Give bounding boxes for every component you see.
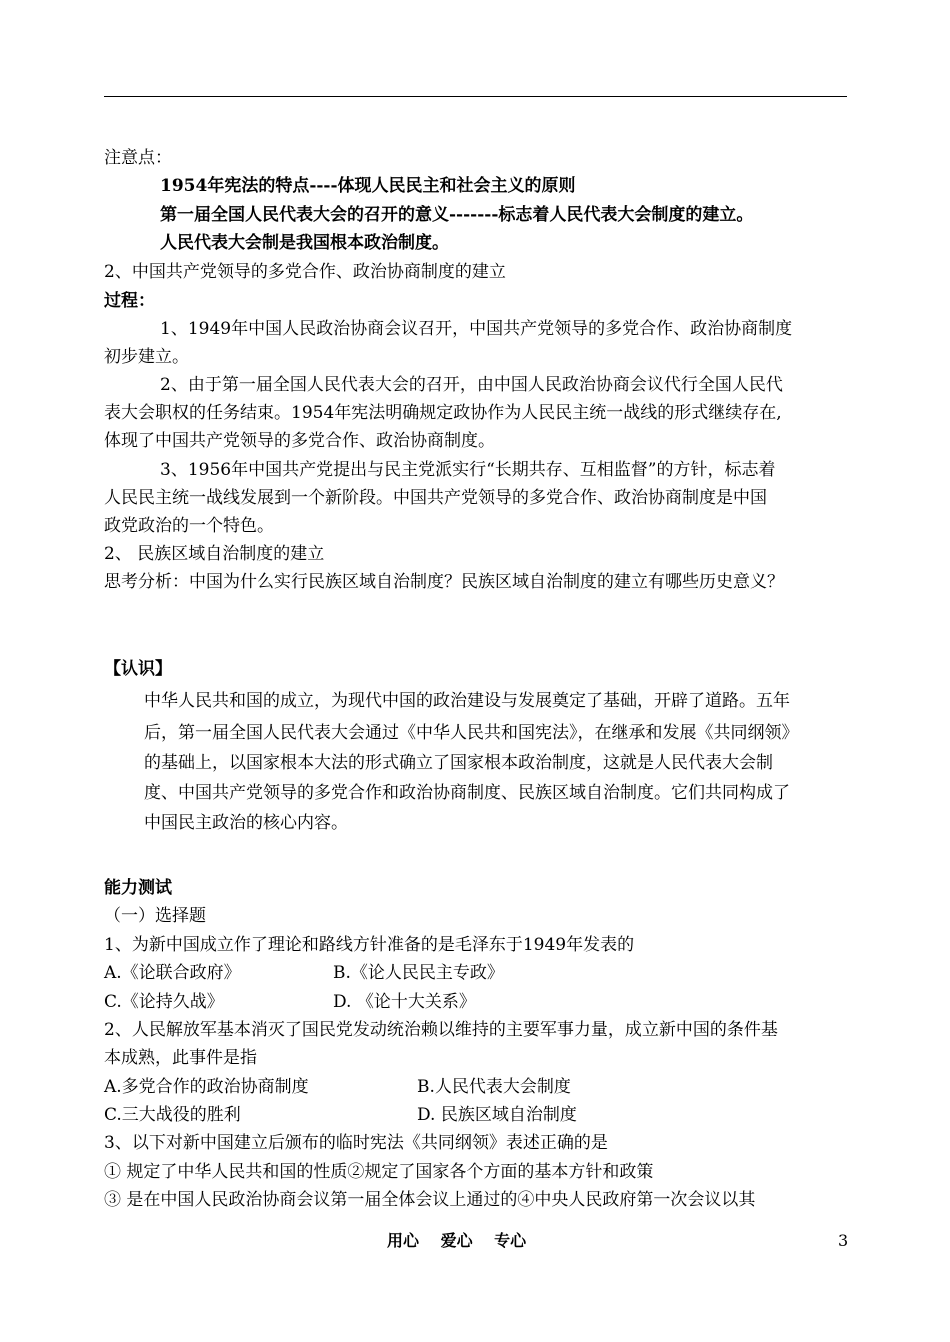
q3-line-2: ③ 是在中国人民政治协商会议第一届全体会议上通过的④中央人民政府第一次会议以其 — [104, 1190, 756, 1210]
think-question: 思考分析：中国为什么实行民族区域自治制度？民族区域自治制度的建立有哪些历史意义？ — [104, 572, 784, 592]
notes-heading: 注意点： — [104, 148, 172, 168]
q2-option-a: A.多党合作的政治协商制度 — [104, 1077, 309, 1097]
q3-stem: 3、以下对新中国建立后颁布的临时宪法《共同纲领》表述正确的是 — [104, 1133, 608, 1153]
recognition-line: 中国民主政治的核心内容。 — [144, 813, 348, 833]
test-title: 能力测试 — [104, 878, 172, 898]
recognition-line: 后，第一届全国人民代表大会通过《中华人民共和国宪法》，在继承和发展《共同纲领》 — [144, 723, 799, 743]
process-label: 过程： — [104, 291, 155, 311]
q2-option-c: C.三大战役的胜利 — [104, 1105, 241, 1125]
q2-stem-1: 2、人民解放军基本消灭了国民党发动统治赖以维持的主要军事力量，成立新中国的条件基 — [104, 1020, 778, 1040]
note-point-1: 1954年宪法的特点----体现人民民主和社会主义的原则 — [160, 176, 576, 196]
q2-stem-2: 本成熟，此事件是指 — [104, 1048, 257, 1068]
footer-motto: 用心 爱心 专心 — [387, 1231, 527, 1250]
q1-stem: 1、为新中国成立作了理论和路线方针准备的是毛泽东于1949年发表的 — [104, 935, 635, 955]
process-line: 人民民主统一战线发展到一个新阶段。中国共产党领导的多党合作、政治协商制度是中国 — [104, 488, 767, 508]
q1-option-a: A.《论联合政府》 — [104, 963, 241, 983]
q2-option-d: D. 民族区域自治制度 — [417, 1105, 577, 1125]
recognition-line: 中华人民共和国的成立，为现代中国的政治建设与发展奠定了基础，开辟了道路。五年 — [144, 691, 790, 711]
q2-option-b: B.人民代表大会制度 — [417, 1077, 571, 1097]
process-line: 1、1949年中国人民政治协商会议召开，中国共产党领导的多党合作、政治协商制度 — [160, 319, 793, 339]
header-rule — [104, 96, 847, 97]
process-line: 体现了中国共产党领导的多党合作、政治协商制度。 — [104, 431, 495, 451]
q1-option-d: D. 《论十大关系》 — [333, 992, 476, 1012]
note-point-2: 第一届全国人民代表大会的召开的意义-------标志着人民代表大会制度的建立。 — [160, 205, 754, 225]
section2-title: 2、中国共产党领导的多党合作、政治协商制度的建立 — [104, 262, 506, 282]
q3-line-1: ① 规定了中华人民共和国的性质②规定了国家各个方面的基本方针和政策 — [104, 1162, 654, 1182]
recognition-line: 的基础上，以国家根本大法的形式确立了国家根本政治制度，这就是人民代表大会制 — [144, 753, 773, 773]
recognition-title: 【认识】 — [104, 659, 172, 679]
page-number: 3 — [838, 1231, 849, 1250]
process-line: 3、1956年中国共产党提出与民主党派实行“长期共存、互相监督”的方针，标志着 — [160, 460, 776, 480]
process-line: 表大会职权的任务结束。1954年宪法明确规定政协作为人民民主统一战线的形式继续存在, — [104, 403, 782, 423]
section3-title: 2、 民族区域自治制度的建立 — [104, 544, 325, 564]
q1-option-c: C.《论持久战》 — [104, 992, 224, 1012]
recognition-line: 度、中国共产党领导的多党合作和政治协商制度、民族区域自治制度。它们共同构成了 — [144, 783, 790, 803]
note-point-3: 人民代表大会制是我国根本政治制度。 — [160, 233, 449, 253]
process-line: 初步建立。 — [104, 347, 189, 367]
q1-option-b: B.《论人民民主专政》 — [333, 963, 504, 983]
process-line: 政党政治的一个特色。 — [104, 516, 274, 536]
test-subtitle: （一）选择题 — [104, 906, 206, 926]
process-line: 2、由于第一届全国人民代表大会的召开，由中国人民政治协商会议代行全国人民代 — [160, 375, 783, 395]
